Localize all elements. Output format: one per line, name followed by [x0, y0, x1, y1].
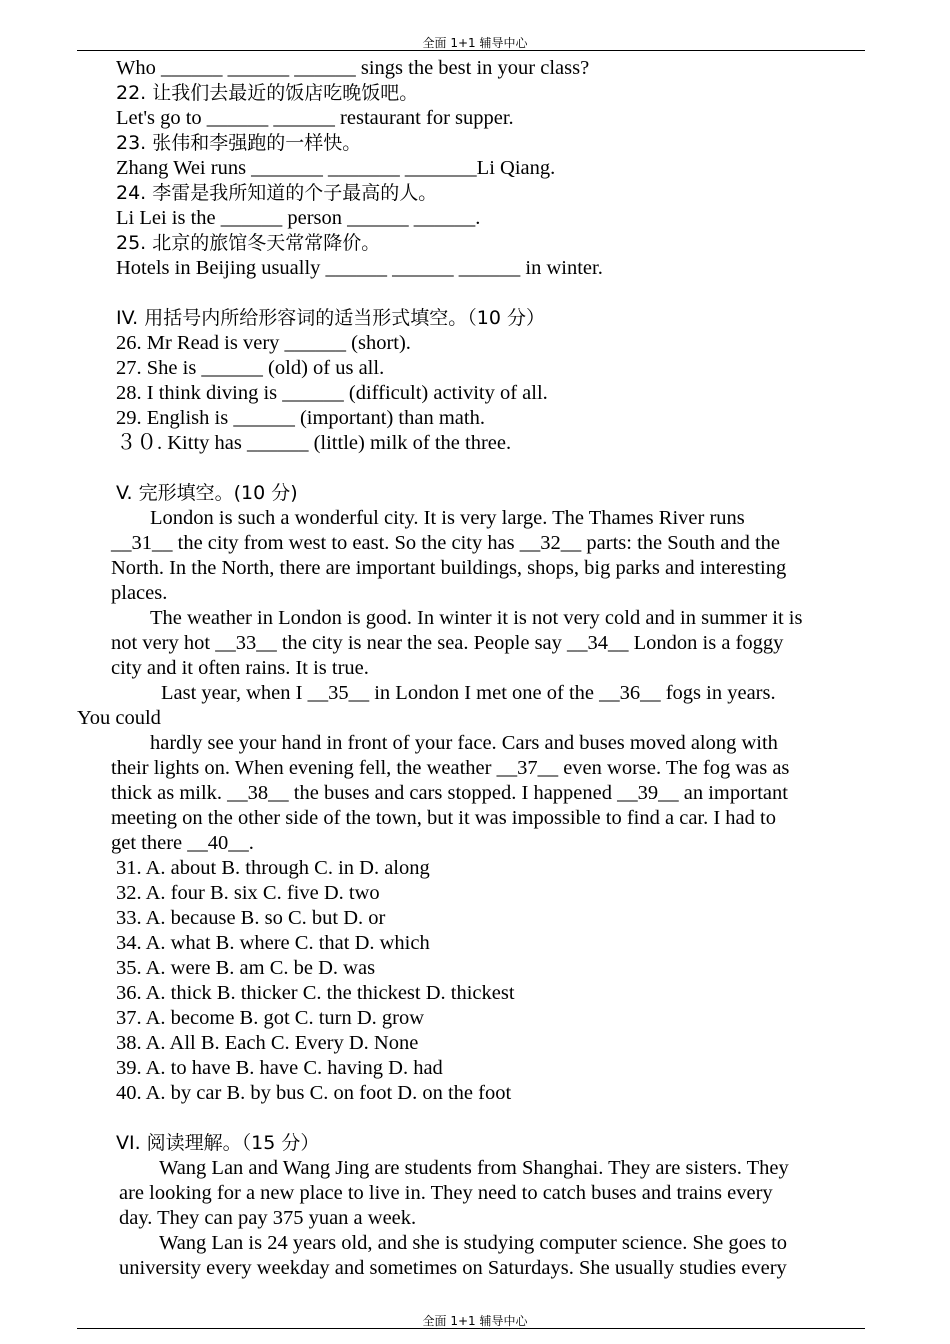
- option-line: 35. A. were B. am C. be D. was: [116, 957, 376, 979]
- passage-line: North. In the North, there are important buildings, shops, big parks and interesting: [111, 557, 787, 579]
- passage-line: You could: [77, 707, 161, 729]
- exercise-line: 22. 让我们去最近的饭店吃晚饭吧。: [116, 82, 419, 104]
- question-item: 29. English is ______ (important) than math.: [116, 407, 485, 429]
- option-line: 39. A. to have B. have C. having D. had: [116, 1057, 443, 1079]
- option-line: 31. A. about B. through C. in D. along: [116, 857, 430, 879]
- passage-line: get there __40__.: [111, 832, 254, 854]
- passage-line: hardly see your hand in front of your face. Cars and buses moved along with: [150, 732, 778, 754]
- passage-line: __31__ the city from west to east. So the city has __32__ parts: the South and the: [111, 532, 780, 554]
- passage-line: are looking for a new place to live in. They need to catch buses and trains every: [119, 1182, 773, 1204]
- option-line: 33. A. because B. so C. but D. or: [116, 907, 386, 929]
- passage-line: thick as milk. __38__ the buses and cars stopped. I happened __39__ an important: [111, 782, 788, 804]
- passage-line: London is such a wonderful city. It is very large. The Thames River runs: [150, 507, 745, 529]
- exercise-line: Hotels in Beijing usually ______ ______ ______ in winter.: [116, 257, 603, 279]
- option-line: 37. A. become B. got C. turn D. grow: [116, 1007, 425, 1029]
- passage-line: The weather in London is good. In winter it is not very cold and in summer it is: [150, 607, 803, 629]
- page-footer: 全面 1+1 辅导中心: [422, 1314, 528, 1328]
- passage-line: university every weekday and sometimes on Saturdays. She usually studies every: [119, 1257, 787, 1279]
- passage-line: Last year, when I __35__ in London I met one of the __36__ fogs in years.: [161, 682, 776, 704]
- page-header: 全面 1+1 辅导中心: [422, 36, 528, 50]
- passage-line: city and it often rains. It is true.: [111, 657, 369, 679]
- passage-line: places.: [111, 582, 168, 604]
- exercise-line: Zhang Wei runs _______ _______ _______Li Qiang.: [116, 157, 556, 179]
- section-title: IV. 用括号内所给形容词的适当形式填空。（10 分）: [116, 307, 545, 329]
- exercise-line: Let's go to ______ ______ restaurant for supper.: [116, 107, 514, 129]
- option-line: 38. A. All B. Each C. Every D. None: [116, 1032, 419, 1054]
- exercise-line: 24. 李雷是我所知道的个子最高的人。: [116, 182, 438, 204]
- passage-line: Wang Lan is 24 years old, and she is studying computer science. She goes to: [159, 1232, 788, 1254]
- question-item: 28. I think diving is ______ (difficult) activity of all.: [116, 382, 548, 404]
- question-item: ３０. Kitty has ______ (little) milk of the three.: [116, 432, 512, 454]
- passage-line: day. They can pay 375 yuan a week.: [119, 1207, 417, 1229]
- question-item: 26. Mr Read is very ______ (short).: [116, 332, 411, 354]
- option-line: 40. A. by car B. by bus C. on foot D. on the foot: [116, 1082, 512, 1104]
- header-rule: [77, 50, 865, 51]
- passage-line: not very hot __33__ the city is near the sea. People say __34__ London is a foggy: [111, 632, 784, 654]
- option-line: 36. A. thick B. thicker C. the thickest D. thickest: [116, 982, 515, 1004]
- exercise-line: 23. 张伟和李强跑的一样快。: [116, 132, 362, 154]
- exercise-line: 25. 北京的旅馆冬天常常降价。: [116, 232, 381, 254]
- section-title: V. 完形填空。(10 分): [116, 482, 298, 504]
- section-title: VI. 阅读理解。（15 分）: [116, 1132, 320, 1154]
- passage-line: their lights on. When evening fell, the weather __37__ even worse. The fog was as: [111, 757, 790, 779]
- question-item: 27. She is ______ (old) of us all.: [116, 357, 385, 379]
- exercise-line: Who ______ ______ ______ sings the best in your class?: [116, 57, 590, 79]
- footer-rule: [77, 1328, 865, 1329]
- passage-line: Wang Lan and Wang Jing are students from Shanghai. They are sisters. They: [159, 1157, 789, 1179]
- exercise-line: Li Lei is the ______ person ______ ______.: [116, 207, 481, 229]
- option-line: 34. A. what B. where C. that D. which: [116, 932, 430, 954]
- passage-line: meeting on the other side of the town, but it was impossible to find a car. I had to: [111, 807, 776, 829]
- option-line: 32. A. four B. six C. five D. two: [116, 882, 380, 904]
